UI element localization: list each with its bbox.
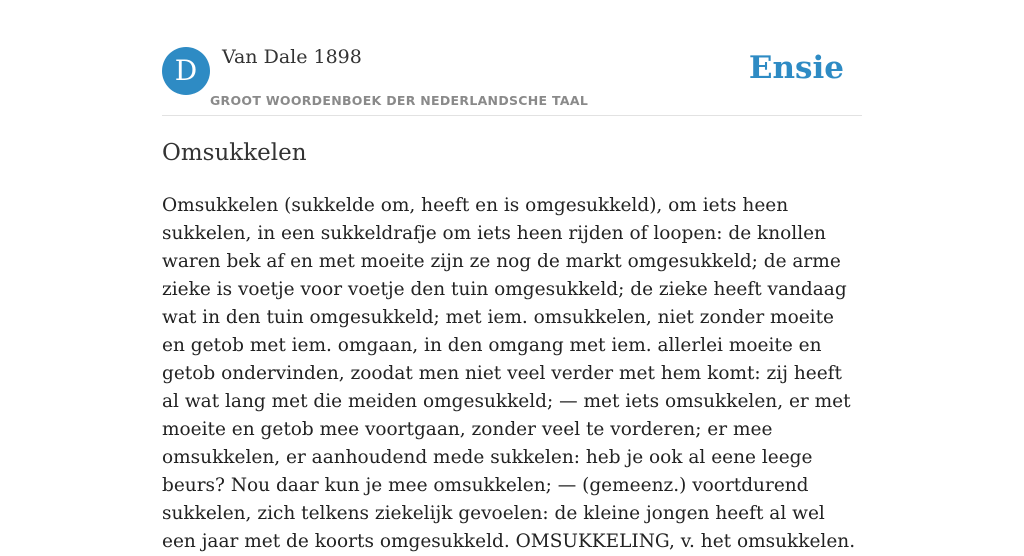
source-avatar[interactable]: D (162, 47, 210, 95)
dictionary-header (162, 44, 862, 116)
entry-definition: Omsukkelen (sukkelde om, heeft en is omgesukkeld), om iets heen sukkelen, in een sukkeldrafje om iets heen rijden of loopen: de knollen waren bek af en met moeite zijn ze nog de markt omgesukkeld; de arme zieke is voetje voor voetje den tuin omgesukkeld; de zieke heeft vandaag wat in den tuin omgesukkeld; met iem. omsukkelen, niet zonder moeite en getob met iem. omgaan, in den omgang met iem. allerlei moeite en getob ondervinden, zoodat men niet veel verder met hem komt: zij heeft al wat lang met die meiden omgesukkeld; — met iets omsukkelen, er met moeite en getob mee voortgaan, zonder veel te vorderen; er mee omsukkelen, er aanhoudend mede sukkelen: heb je ook al eene leege beurs? Nou daar kun je mee omsukkelen; — (gemeenz.) voortdurend sukkelen, zich telkens ziekelijk gevoelen: de kleine jongen heeft al wel een jaar met de koorts omgesukkeld. OMSUKKELING, v. het omsukkelen. (162, 195, 856, 552)
entry-title: Omsukkelen (162, 140, 307, 166)
source-title-link[interactable]: Van Dale 1898 (222, 46, 362, 68)
ensie-logo-link[interactable]: Ensie (748, 50, 844, 86)
source-subtitle: GROOT WOORDENBOEK DER NEDERLANDSCHE TAAL (210, 93, 589, 108)
